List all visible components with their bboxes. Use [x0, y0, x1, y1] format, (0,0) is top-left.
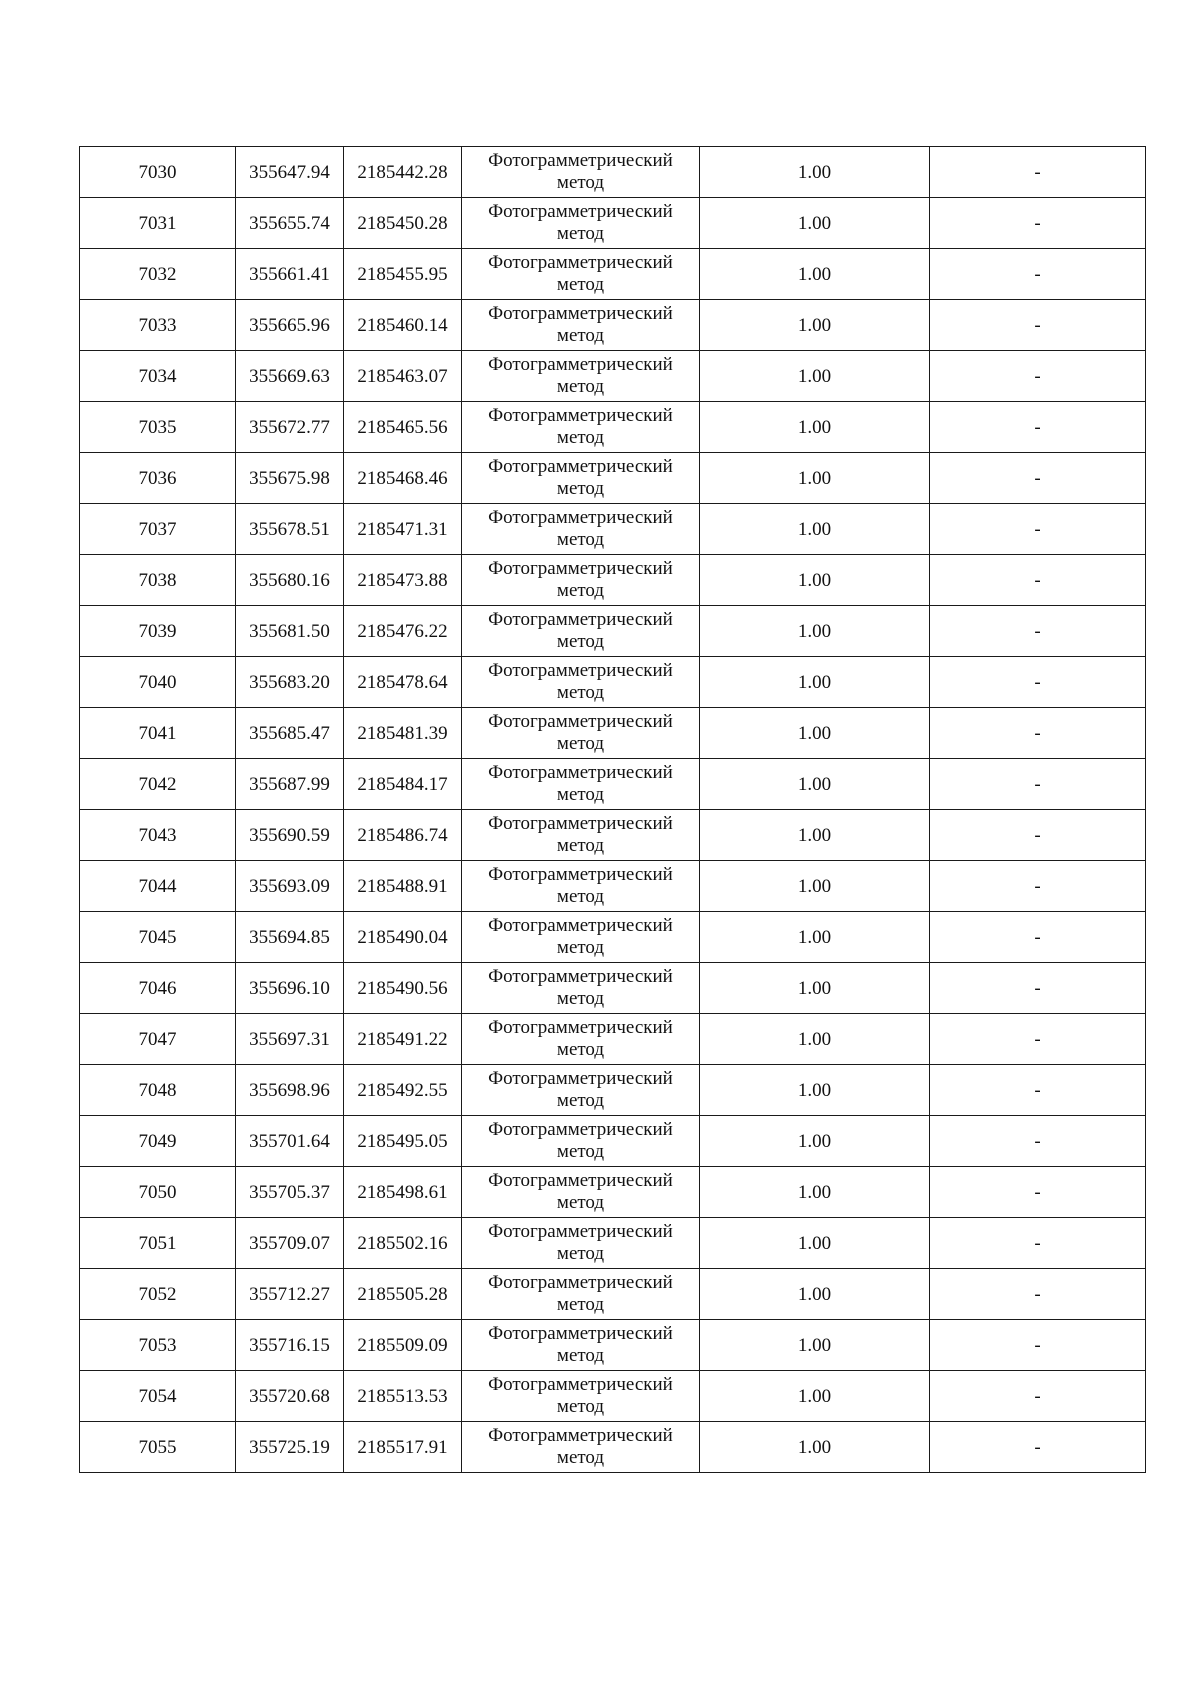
- x-coordinate-cell: 355655.74: [236, 198, 344, 249]
- x-coordinate-cell: 355661.41: [236, 249, 344, 300]
- method-line-2: метод: [556, 1090, 605, 1111]
- method-cell: [462, 504, 700, 555]
- point-number-cell: 7048: [80, 1065, 236, 1116]
- accuracy-cell: 1.00: [700, 708, 930, 759]
- method-line-2: метод: [556, 886, 605, 907]
- point-number-cell: 7031: [80, 198, 236, 249]
- method-cell: [462, 1116, 700, 1167]
- method-cell: [462, 810, 700, 861]
- method-line-2: метод: [556, 835, 605, 856]
- table-row: [80, 657, 1146, 708]
- accuracy-cell: 1.00: [700, 1014, 930, 1065]
- method-line-2: метод: [556, 1141, 605, 1162]
- method-cell: [462, 402, 700, 453]
- x-coordinate-cell: 355696.10: [236, 963, 344, 1014]
- accuracy-cell: 1.00: [700, 759, 930, 810]
- x-coordinate-cell: 355694.85: [236, 912, 344, 963]
- note-cell: -: [930, 300, 1146, 351]
- method-cell: [462, 1320, 700, 1371]
- point-number-cell: 7051: [80, 1218, 236, 1269]
- point-number-cell: 7034: [80, 351, 236, 402]
- accuracy-cell: 1.00: [700, 147, 930, 198]
- x-coordinate-cell: 355693.09: [236, 861, 344, 912]
- x-coordinate-cell: 355675.98: [236, 453, 344, 504]
- x-coordinate-cell: 355672.77: [236, 402, 344, 453]
- table-row: [80, 453, 1146, 504]
- table-row: [80, 555, 1146, 606]
- table-row: [80, 1167, 1146, 1218]
- method-cell: [462, 1422, 700, 1473]
- x-coordinate-cell: 355697.31: [236, 1014, 344, 1065]
- method-cell: [462, 351, 700, 402]
- method-cell: [462, 1371, 700, 1422]
- y-coordinate-cell: 2185465.56: [344, 402, 462, 453]
- y-coordinate-cell: 2185473.88: [344, 555, 462, 606]
- accuracy-cell: 1.00: [700, 1320, 930, 1371]
- method-line-2: метод: [556, 631, 605, 652]
- method-cell: [462, 1014, 700, 1065]
- y-coordinate-cell: 2185463.07: [344, 351, 462, 402]
- accuracy-cell: 1.00: [700, 402, 930, 453]
- x-coordinate-cell: 355687.99: [236, 759, 344, 810]
- y-coordinate-cell: 2185450.28: [344, 198, 462, 249]
- method-line-1: Фотограмметрический: [488, 1323, 673, 1344]
- method-cell: [462, 555, 700, 606]
- y-coordinate-cell: 2185491.22: [344, 1014, 462, 1065]
- method-line-2: метод: [556, 478, 605, 499]
- method-cell: [462, 453, 700, 504]
- table-row: [80, 402, 1146, 453]
- accuracy-cell: 1.00: [700, 606, 930, 657]
- note-cell: -: [930, 759, 1146, 810]
- table-row: [80, 198, 1146, 249]
- point-number-cell: 7038: [80, 555, 236, 606]
- note-cell: -: [930, 249, 1146, 300]
- y-coordinate-cell: 2185476.22: [344, 606, 462, 657]
- method-line-2: метод: [556, 427, 605, 448]
- table-row: [80, 963, 1146, 1014]
- method-line-2: метод: [556, 988, 605, 1009]
- note-cell: -: [930, 657, 1146, 708]
- table-row: [80, 504, 1146, 555]
- coordinates-table: [79, 146, 1146, 1473]
- table-row: [80, 1218, 1146, 1269]
- table-row: [80, 1065, 1146, 1116]
- method-line-1: Фотограмметрический: [488, 1119, 673, 1140]
- accuracy-cell: 1.00: [700, 1065, 930, 1116]
- point-number-cell: 7045: [80, 912, 236, 963]
- y-coordinate-cell: 2185471.31: [344, 504, 462, 555]
- x-coordinate-cell: 355720.68: [236, 1371, 344, 1422]
- accuracy-cell: 1.00: [700, 963, 930, 1014]
- note-cell: -: [930, 1371, 1146, 1422]
- y-coordinate-cell: 2185478.64: [344, 657, 462, 708]
- point-number-cell: 7041: [80, 708, 236, 759]
- note-cell: -: [930, 555, 1146, 606]
- point-number-cell: 7033: [80, 300, 236, 351]
- y-coordinate-cell: 2185495.05: [344, 1116, 462, 1167]
- method-line-2: метод: [556, 376, 605, 397]
- note-cell: -: [930, 504, 1146, 555]
- table-row: [80, 912, 1146, 963]
- method-cell: [462, 912, 700, 963]
- note-cell: -: [930, 912, 1146, 963]
- note-cell: -: [930, 861, 1146, 912]
- y-coordinate-cell: 2185517.91: [344, 1422, 462, 1473]
- accuracy-cell: 1.00: [700, 1269, 930, 1320]
- accuracy-cell: 1.00: [700, 555, 930, 606]
- accuracy-cell: 1.00: [700, 1167, 930, 1218]
- method-line-1: Фотограмметрический: [488, 1425, 673, 1446]
- method-line-2: метод: [556, 1294, 605, 1315]
- method-line-1: Фотограмметрический: [488, 609, 673, 630]
- accuracy-cell: 1.00: [700, 810, 930, 861]
- table-row: [80, 1371, 1146, 1422]
- x-coordinate-cell: 355647.94: [236, 147, 344, 198]
- method-cell: [462, 759, 700, 810]
- method-line-2: метод: [556, 937, 605, 958]
- note-cell: -: [930, 198, 1146, 249]
- point-number-cell: 7044: [80, 861, 236, 912]
- x-coordinate-cell: 355665.96: [236, 300, 344, 351]
- method-cell: [462, 708, 700, 759]
- note-cell: -: [930, 1422, 1146, 1473]
- method-line-2: метод: [556, 325, 605, 346]
- table-row: [80, 1320, 1146, 1371]
- point-number-cell: 7043: [80, 810, 236, 861]
- table-row: [80, 147, 1146, 198]
- method-line-1: Фотограмметрический: [488, 1170, 673, 1191]
- x-coordinate-cell: 355678.51: [236, 504, 344, 555]
- table-row: [80, 708, 1146, 759]
- accuracy-cell: 1.00: [700, 657, 930, 708]
- method-line-1: Фотограмметрический: [488, 303, 673, 324]
- method-cell: [462, 606, 700, 657]
- accuracy-cell: 1.00: [700, 1371, 930, 1422]
- table-row: [80, 300, 1146, 351]
- point-number-cell: 7050: [80, 1167, 236, 1218]
- point-number-cell: 7039: [80, 606, 236, 657]
- point-number-cell: 7030: [80, 147, 236, 198]
- point-number-cell: 7037: [80, 504, 236, 555]
- method-line-1: Фотограмметрический: [488, 966, 673, 987]
- note-cell: -: [930, 606, 1146, 657]
- y-coordinate-cell: 2185490.56: [344, 963, 462, 1014]
- point-number-cell: 7055: [80, 1422, 236, 1473]
- table-row: [80, 1014, 1146, 1065]
- method-cell: [462, 300, 700, 351]
- accuracy-cell: 1.00: [700, 504, 930, 555]
- method-line-1: Фотограмметрический: [488, 252, 673, 273]
- table-row: [80, 759, 1146, 810]
- y-coordinate-cell: 2185513.53: [344, 1371, 462, 1422]
- y-coordinate-cell: 2185488.91: [344, 861, 462, 912]
- point-number-cell: 7054: [80, 1371, 236, 1422]
- method-line-2: метод: [556, 733, 605, 754]
- method-line-1: Фотограмметрический: [488, 813, 673, 834]
- method-line-1: Фотограмметрический: [488, 456, 673, 477]
- method-cell: [462, 147, 700, 198]
- method-line-1: Фотограмметрический: [488, 1272, 673, 1293]
- table-body: [80, 147, 1146, 1473]
- method-line-1: Фотограмметрический: [488, 1017, 673, 1038]
- method-line-2: метод: [556, 1039, 605, 1060]
- point-number-cell: 7035: [80, 402, 236, 453]
- note-cell: -: [930, 1065, 1146, 1116]
- point-number-cell: 7032: [80, 249, 236, 300]
- table-row: [80, 1116, 1146, 1167]
- method-line-1: Фотограмметрический: [488, 201, 673, 222]
- method-cell: [462, 1218, 700, 1269]
- method-line-1: Фотограмметрический: [488, 660, 673, 681]
- method-cell: [462, 657, 700, 708]
- x-coordinate-cell: 355690.59: [236, 810, 344, 861]
- method-line-1: Фотограмметрический: [488, 354, 673, 375]
- method-line-1: Фотограмметрический: [488, 405, 673, 426]
- x-coordinate-cell: 355709.07: [236, 1218, 344, 1269]
- point-number-cell: 7040: [80, 657, 236, 708]
- method-line-1: Фотограмметрический: [488, 507, 673, 528]
- point-number-cell: 7053: [80, 1320, 236, 1371]
- note-cell: -: [930, 1269, 1146, 1320]
- method-cell: [462, 1167, 700, 1218]
- note-cell: -: [930, 1167, 1146, 1218]
- y-coordinate-cell: 2185509.09: [344, 1320, 462, 1371]
- method-line-2: метод: [556, 223, 605, 244]
- y-coordinate-cell: 2185490.04: [344, 912, 462, 963]
- y-coordinate-cell: 2185442.28: [344, 147, 462, 198]
- y-coordinate-cell: 2185455.95: [344, 249, 462, 300]
- note-cell: -: [930, 708, 1146, 759]
- method-line-2: метод: [556, 172, 605, 193]
- note-cell: -: [930, 351, 1146, 402]
- y-coordinate-cell: 2185486.74: [344, 810, 462, 861]
- accuracy-cell: 1.00: [700, 1422, 930, 1473]
- x-coordinate-cell: 355669.63: [236, 351, 344, 402]
- x-coordinate-cell: 355698.96: [236, 1065, 344, 1116]
- point-number-cell: 7049: [80, 1116, 236, 1167]
- table-row: [80, 1269, 1146, 1320]
- note-cell: -: [930, 963, 1146, 1014]
- y-coordinate-cell: 2185484.17: [344, 759, 462, 810]
- x-coordinate-cell: 355683.20: [236, 657, 344, 708]
- point-number-cell: 7042: [80, 759, 236, 810]
- method-line-2: метод: [556, 784, 605, 805]
- note-cell: -: [930, 147, 1146, 198]
- x-coordinate-cell: 355716.15: [236, 1320, 344, 1371]
- accuracy-cell: 1.00: [700, 861, 930, 912]
- accuracy-cell: 1.00: [700, 300, 930, 351]
- method-cell: [462, 249, 700, 300]
- note-cell: -: [930, 1116, 1146, 1167]
- method-line-2: метод: [556, 529, 605, 550]
- accuracy-cell: 1.00: [700, 912, 930, 963]
- table-row: [80, 249, 1146, 300]
- method-line-2: метод: [556, 1396, 605, 1417]
- method-cell: [462, 1065, 700, 1116]
- table-row: [80, 606, 1146, 657]
- note-cell: -: [930, 1218, 1146, 1269]
- method-line-1: Фотограмметрический: [488, 864, 673, 885]
- x-coordinate-cell: 355685.47: [236, 708, 344, 759]
- method-cell: [462, 1269, 700, 1320]
- y-coordinate-cell: 2185481.39: [344, 708, 462, 759]
- accuracy-cell: 1.00: [700, 351, 930, 402]
- accuracy-cell: 1.00: [700, 1218, 930, 1269]
- method-line-1: Фотограмметрический: [488, 558, 673, 579]
- point-number-cell: 7052: [80, 1269, 236, 1320]
- x-coordinate-cell: 355712.27: [236, 1269, 344, 1320]
- y-coordinate-cell: 2185505.28: [344, 1269, 462, 1320]
- method-line-2: метод: [556, 1243, 605, 1264]
- method-cell: [462, 963, 700, 1014]
- method-line-1: Фотограмметрический: [488, 1068, 673, 1089]
- point-number-cell: 7046: [80, 963, 236, 1014]
- note-cell: -: [930, 810, 1146, 861]
- x-coordinate-cell: 355681.50: [236, 606, 344, 657]
- point-number-cell: 7047: [80, 1014, 236, 1065]
- method-line-2: метод: [556, 1345, 605, 1366]
- method-line-2: метод: [556, 682, 605, 703]
- y-coordinate-cell: 2185502.16: [344, 1218, 462, 1269]
- x-coordinate-cell: 355705.37: [236, 1167, 344, 1218]
- y-coordinate-cell: 2185468.46: [344, 453, 462, 504]
- y-coordinate-cell: 2185492.55: [344, 1065, 462, 1116]
- accuracy-cell: 1.00: [700, 453, 930, 504]
- method-cell: [462, 861, 700, 912]
- method-line-1: Фотограмметрический: [488, 150, 673, 171]
- method-cell: [462, 198, 700, 249]
- method-line-1: Фотограмметрический: [488, 1221, 673, 1242]
- accuracy-cell: 1.00: [700, 198, 930, 249]
- method-line-2: метод: [556, 1447, 605, 1468]
- table-row: [80, 1422, 1146, 1473]
- point-number-cell: 7036: [80, 453, 236, 504]
- x-coordinate-cell: 355725.19: [236, 1422, 344, 1473]
- accuracy-cell: 1.00: [700, 1116, 930, 1167]
- y-coordinate-cell: 2185460.14: [344, 300, 462, 351]
- y-coordinate-cell: 2185498.61: [344, 1167, 462, 1218]
- method-line-1: Фотограмметрический: [488, 762, 673, 783]
- note-cell: -: [930, 402, 1146, 453]
- note-cell: -: [930, 1014, 1146, 1065]
- method-line-2: метод: [556, 274, 605, 295]
- note-cell: -: [930, 453, 1146, 504]
- accuracy-cell: 1.00: [700, 249, 930, 300]
- x-coordinate-cell: 355701.64: [236, 1116, 344, 1167]
- method-line-1: Фотограмметрический: [488, 1374, 673, 1395]
- table-row: [80, 351, 1146, 402]
- method-line-2: метод: [556, 1192, 605, 1213]
- x-coordinate-cell: 355680.16: [236, 555, 344, 606]
- table-row: [80, 810, 1146, 861]
- method-line-2: метод: [556, 580, 605, 601]
- method-line-1: Фотограмметрический: [488, 915, 673, 936]
- note-cell: -: [930, 1320, 1146, 1371]
- table-row: [80, 861, 1146, 912]
- method-line-1: Фотограмметрический: [488, 711, 673, 732]
